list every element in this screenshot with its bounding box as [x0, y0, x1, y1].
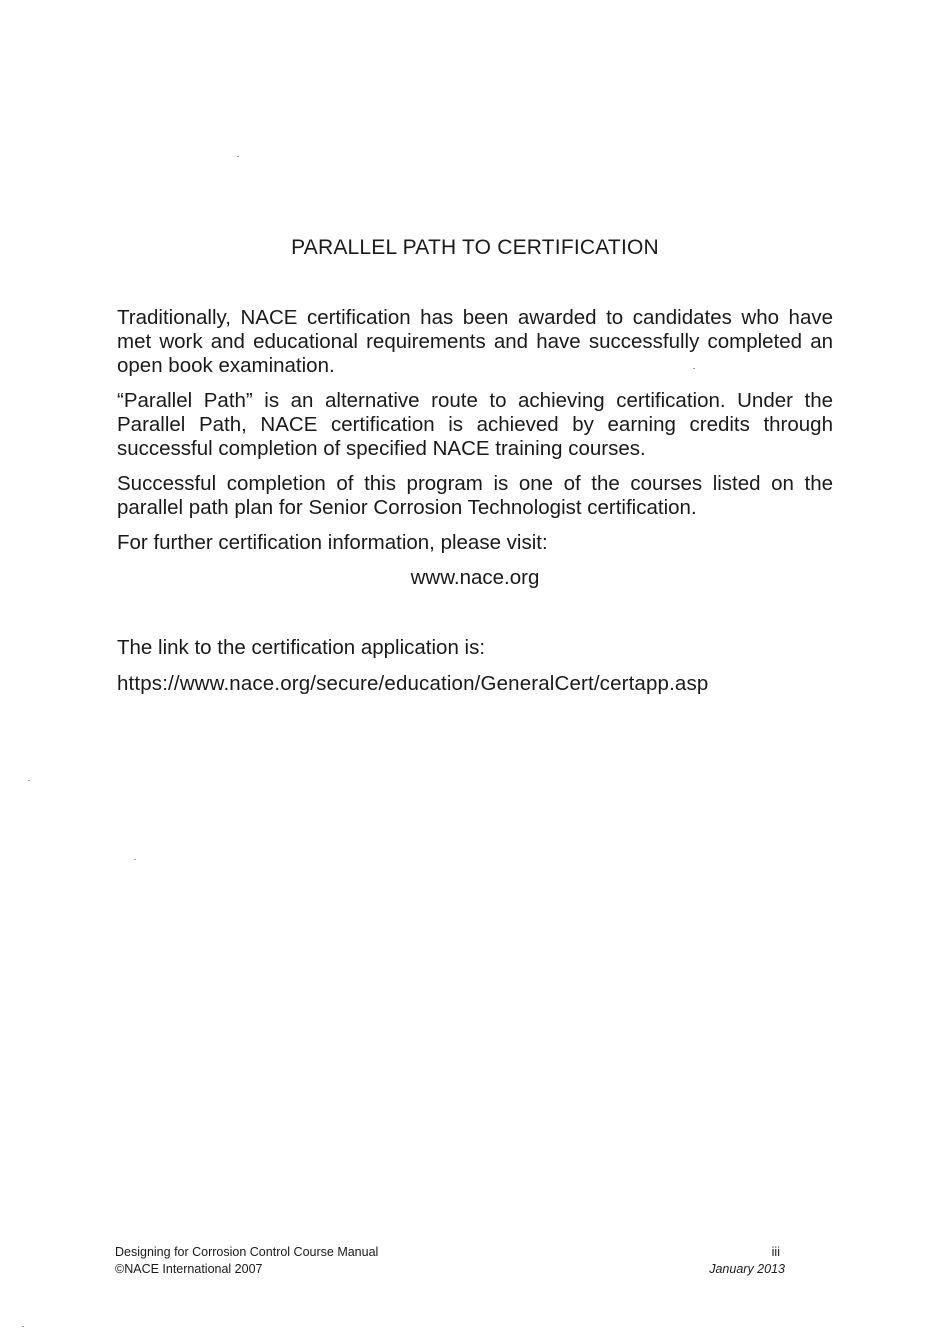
revision-date: January 2013 [709, 1262, 785, 1276]
scan-speck [22, 1326, 24, 1327]
scan-speck [28, 780, 30, 781]
copyright: ©NACE International 2007 [115, 1262, 263, 1276]
scan-speck [693, 368, 695, 369]
application-url-link[interactable]: https://www.nace.org/secure/education/GeneralCert/certapp.asp [117, 672, 709, 695]
application-label: The link to the certification application is: [117, 636, 486, 659]
website-link[interactable]: www.nace.org [410, 566, 540, 589]
paragraph-parallel-path: “Parallel Path” is an alternative route to achieving certification. Under the Parallel Path, NACE certification is achieved by earning credits through successful completion of specified NACE training courses. [117, 389, 833, 460]
scan-speck [134, 859, 136, 860]
paragraph-program: Successful completion of this program is one of the courses listed on the parallel path plan for Senior Corrosion Technologist certification. [117, 472, 833, 519]
footer-right [709, 1244, 785, 1278]
page-number: iii [771, 1245, 780, 1259]
scan-speck [237, 156, 239, 157]
page-title: PARALLEL PATH TO CERTIFICATION [291, 236, 659, 259]
paragraph-intro: Traditionally, NACE certification has been awarded to candidates who have met work and educational requirements and have successfully completed an open book examination. [117, 306, 833, 377]
footer-left [115, 1244, 378, 1278]
paragraph-further-info: For further certification information, please visit: [117, 531, 548, 554]
manual-title: Designing for Corrosion Control Course Manual [115, 1245, 379, 1259]
body-text [117, 306, 833, 696]
